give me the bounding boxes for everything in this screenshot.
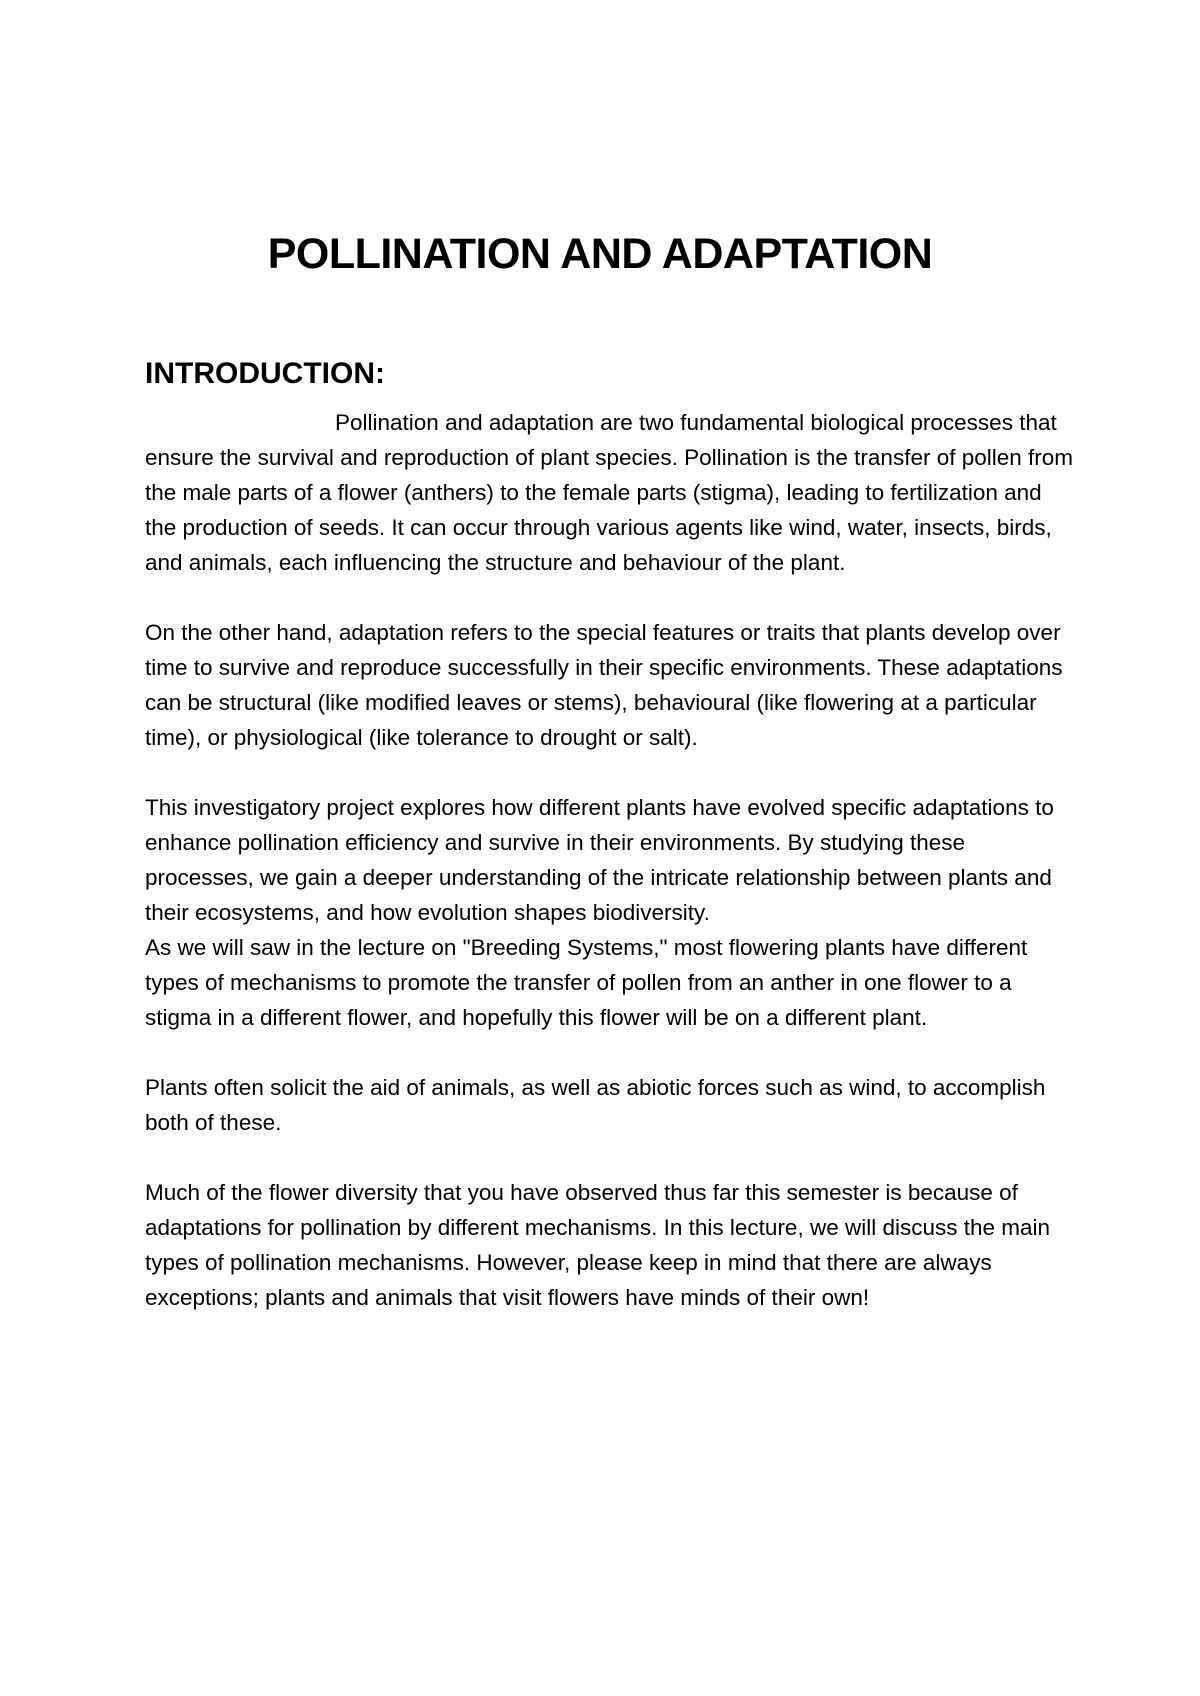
paragraph-spacer — [145, 1140, 1075, 1175]
document-title: POLLINATION AND ADAPTATION — [267, 230, 933, 278]
paragraph-spacer — [145, 1035, 1075, 1070]
paragraph-spacer — [145, 580, 1075, 615]
document-body — [145, 405, 1075, 1315]
paragraph-adaptation: On the other hand, adaptation refers to the special features or traits that plants develop over time to survive and reproduce successfully in their specific environments. These adaptations can be structural (like modified leaves or stems), behavioural (like flowering at a particular time), or physiological (like tolerance to drought or salt). — [145, 620, 1063, 750]
paragraph-project: This investigatory project explores how different plants have evolved specific adaptations to enhance pollination efficiency and survive in their environments. By studying these processes, we gain a deeper understanding of the intricate relationship between plants and their ecosystems, and how evolution shapes biodiversity. — [145, 795, 1054, 925]
paragraph-spacer — [145, 755, 1075, 790]
paragraph-text: Pollination and adaptation are two fundamental biological processes that ensure the survival and reproduction of plant species. Pollination is the transfer of pollen from the male parts of a flower (anthers) to the female parts (stigma), leading to fertilization and the production of seeds. It can occur through various agents like wind, water, insects, birds, and animals, each influencing the structure and behaviour of the plant. — [145, 410, 1074, 575]
section-heading-introduction: INTRODUCTION: — [145, 357, 385, 390]
paragraph-breeding-systems: As we will saw in the lecture on "Breeding Systems," most flowering plants have different types of mechanisms to promote the transfer of pollen from an anther in one flower to a stigma in a different flower, and hopefully this flower will be on a different plant. — [145, 935, 1028, 1030]
paragraph-abiotic: Plants often solicit the aid of animals, as well as abiotic forces such as wind, to accomplish both of these. — [145, 1075, 1046, 1135]
paragraph-diversity: Much of the flower diversity that you have observed thus far this semester is because of adaptations for pollination by different mechanisms. In this lecture, we will discuss the main types of pollination mechanisms. However, please keep in mind that there are always exceptions; plants and animals that visit flowers have minds of their own! — [145, 1180, 1051, 1310]
paragraph-intro — [145, 405, 1075, 580]
